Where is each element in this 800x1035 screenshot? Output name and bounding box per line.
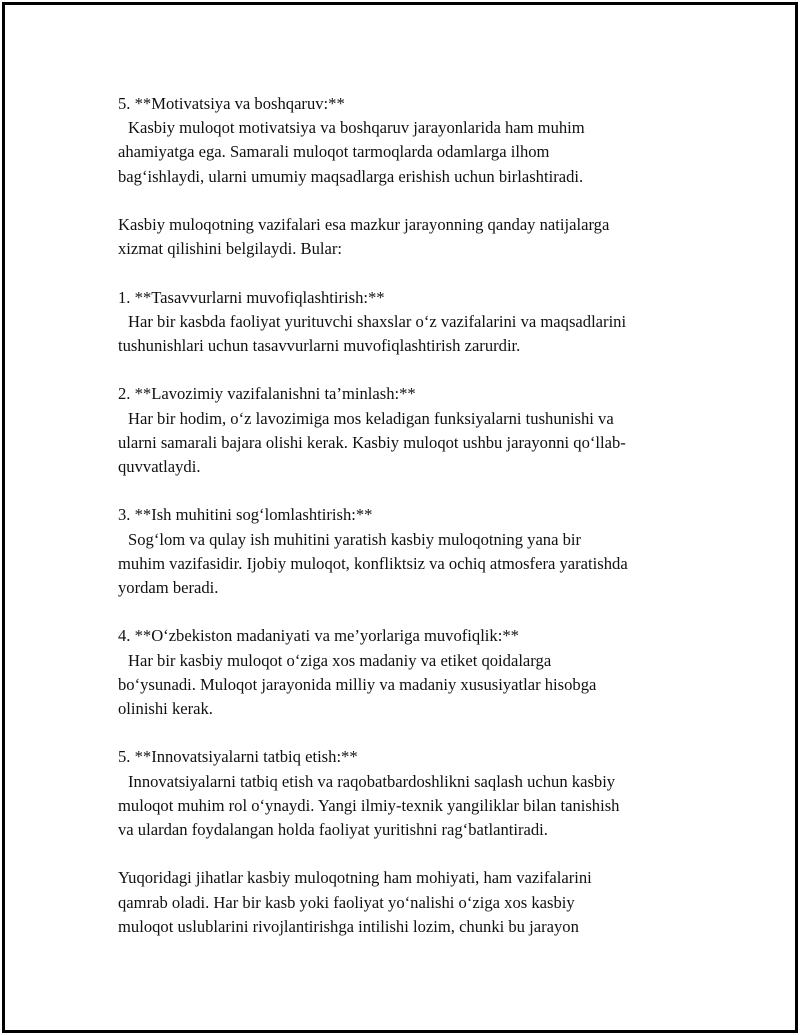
paragraph-line: muhim vazifasidir. Ijobiy muloqot, konfliktsiz va ochiq atmosfera yaratishda [118,553,628,573]
paragraph-line: Innovatsiyalarni tatbiq etish va raqobatbardoshlikni saqlash uchun kasbiy [128,771,616,791]
list-item-heading: 3. **Ish muhitini sog‘lomlashtirish:** [118,505,373,525]
paragraph-line: ularni samarali bajara olishi kerak. Kasbiy muloqot ushbu jarayonni qo‘llab- [118,432,626,452]
paragraph-line: yordam beradi. [118,578,219,597]
paragraph-line: ahamiyatga ega. Samarali muloqot tarmoqlarda odamlarga ilhom [118,142,550,162]
paragraph-gap [118,261,718,285]
document-body [118,92,718,939]
paragraph-line: muloqot uslublarini rivojlantirishga intilishi lozim, chunki bu jarayon [118,916,579,936]
paragraph-line: xizmat qilishini belgilaydi. Bular: [118,239,342,259]
paragraph-gap [118,721,718,745]
paragraph-gap [118,842,718,866]
paragraph-line: Sog‘lom va qulay ish muhitini yaratish kasbiy muloqotning yana bir [128,529,582,549]
paragraph-line: Har bir hodim, o‘z lavozimiga mos keladigan funksiyalarni tushunishi va [128,408,614,428]
paragraph-line: Kasbiy muloqotning vazifalari esa mazkur jarayonning qanday natijalarga [118,215,610,234]
paragraph-line: tushunishlari uchun tasavvurlarni muvofiqlashtirish zarurdir. [118,336,521,355]
paragraph-gap [118,358,718,382]
paragraph-line: bo‘ysunadi. Muloqot jarayonida milliy va madaniy xususiyatlar hisobga [118,674,597,694]
list-item-heading: 1. **Tasavvurlarni muvofiqlashtirish:** [118,287,385,307]
list-item-heading: 2. **Lavozimiy vazifalanishni ta’minlash:** [118,384,416,404]
paragraph-line: Kasbiy muloqot motivatsiya va boshqaruv jarayonlarida ham muhim [128,118,585,138]
paragraph-gap [118,189,718,213]
paragraph-gap [118,600,718,624]
paragraph-line: bag‘ishlaydi, ularni umumiy maqsadlarga erishish uchun birlashtiradi. [118,166,584,186]
paragraph-line: Har bir kasbda faoliyat yurituvchi shaxslar o‘z vazifalarini va maqsadlarini [128,311,627,331]
paragraph-line: qamrab oladi. Har bir kasb yoki faoliyat yo‘nalishi o‘ziga xos kasbiy [118,892,575,912]
paragraph-line: Har bir kasbiy muloqot o‘ziga xos madaniy va etiket qoidalarga [128,650,552,670]
paragraph-line: Yuqoridagi jihatlar kasbiy muloqotning ham mohiyati, ham vazifalarini [118,868,592,888]
paragraph-line: va ulardan foydalangan holda faoliyat yuritishni rag‘batlantiradi. [118,820,548,839]
paragraph-line: olinishi kerak. [118,699,213,718]
paragraph-line: muloqot muhim rol o‘ynaydi. Yangi ilmiy-texnik yangiliklar bilan tanishish [118,795,620,815]
paragraph-gap [118,479,718,503]
section-heading: 5. **Motivatsiya va boshqaruv:** [118,94,345,113]
list-item-heading: 5. **Innovatsiyalarni tatbiq etish:** [118,747,358,767]
paragraph-line: quvvatlaydi. [118,457,201,476]
list-item-heading: 4. **O‘zbekiston madaniyati va me’yorlariga muvofiqlik:** [118,626,519,646]
